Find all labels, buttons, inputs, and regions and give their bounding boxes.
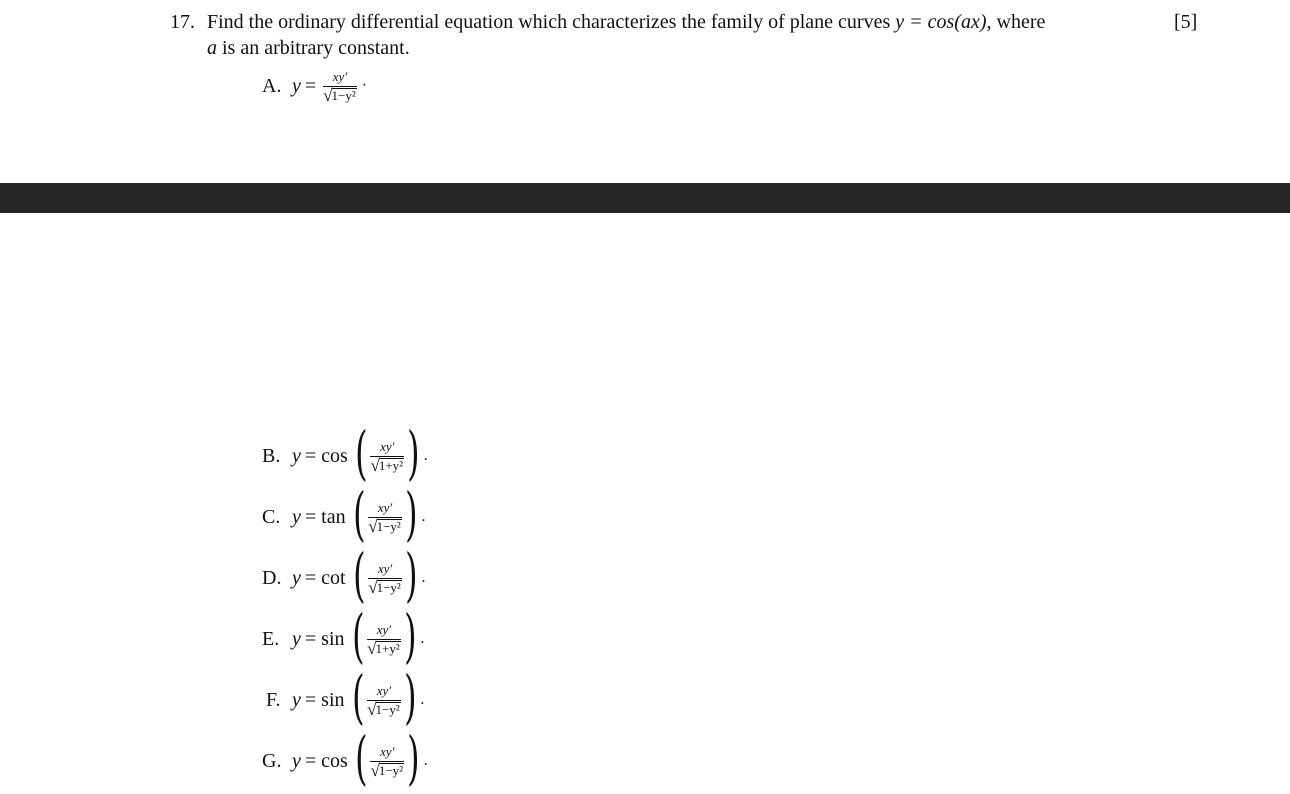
fraction-numerator: xy′ bbox=[376, 621, 392, 637]
option-label: B. bbox=[262, 444, 281, 467]
function-name: cos bbox=[321, 444, 348, 467]
left-paren: ( bbox=[352, 480, 366, 548]
question-text-line2-rest: is an arbitrary constant. bbox=[217, 37, 410, 59]
option-b[interactable] bbox=[262, 419, 428, 487]
radicand: 1+y² bbox=[375, 640, 400, 656]
function-name: sin bbox=[321, 688, 345, 711]
option-g[interactable] bbox=[262, 724, 428, 792]
fraction-denominator bbox=[367, 700, 401, 718]
left-paren: ( bbox=[351, 602, 365, 670]
fraction bbox=[323, 69, 357, 104]
right-paren: ) bbox=[407, 724, 420, 792]
fraction-numerator: xy′ bbox=[332, 68, 348, 84]
sqrt-icon: √ bbox=[323, 85, 333, 105]
end-mark: · bbox=[361, 77, 368, 94]
option-c[interactable] bbox=[262, 480, 426, 548]
option-lhs: y bbox=[292, 505, 301, 528]
equals-sign: = bbox=[304, 505, 317, 528]
right-paren: ) bbox=[404, 480, 418, 548]
left-paren: ( bbox=[351, 663, 365, 731]
option-label: E. bbox=[262, 627, 280, 650]
option-label: F. bbox=[266, 688, 281, 711]
fraction-denominator bbox=[368, 517, 402, 535]
question-text-line1 bbox=[207, 11, 1045, 34]
equals-sign: = bbox=[304, 688, 317, 711]
question-marks: [5] bbox=[1174, 11, 1198, 33]
sqrt-icon: √ bbox=[370, 760, 380, 780]
option-lhs: y bbox=[292, 444, 301, 467]
fraction-numerator: xy′ bbox=[377, 499, 393, 515]
fraction bbox=[370, 744, 404, 779]
end-mark: . bbox=[421, 569, 426, 586]
dark-separator-band bbox=[0, 183, 1290, 213]
sqrt-icon: √ bbox=[368, 516, 378, 536]
option-label: G. bbox=[262, 749, 282, 772]
question-text-before: Find the ordinary differential equation which characterizes the family of plane curves bbox=[207, 11, 896, 33]
sqrt-icon: √ bbox=[368, 577, 378, 597]
left-paren: ( bbox=[354, 724, 368, 792]
option-lhs: y bbox=[292, 74, 301, 97]
option-label: C. bbox=[262, 505, 281, 528]
fraction bbox=[367, 622, 401, 657]
option-e[interactable] bbox=[262, 602, 425, 670]
curve-formula: y = cos(ax) bbox=[895, 11, 987, 33]
radicand: 1−y² bbox=[331, 87, 356, 103]
fraction-denominator bbox=[370, 456, 404, 474]
fraction-denominator bbox=[323, 86, 357, 104]
sqrt-icon: √ bbox=[370, 455, 380, 475]
left-paren: ( bbox=[354, 419, 368, 487]
option-label: D. bbox=[262, 566, 282, 589]
right-paren: ) bbox=[403, 663, 417, 731]
question-number: 17. bbox=[170, 11, 195, 33]
sqrt-icon: √ bbox=[367, 638, 377, 658]
option-lhs: y bbox=[292, 688, 301, 711]
fraction-denominator bbox=[367, 639, 401, 657]
function-name: tan bbox=[321, 505, 346, 528]
option-a[interactable] bbox=[262, 58, 367, 114]
fraction bbox=[367, 683, 401, 718]
radicand: 1−y² bbox=[376, 518, 401, 534]
fraction bbox=[370, 439, 404, 474]
option-d[interactable] bbox=[262, 541, 426, 609]
fraction-numerator: xy′ bbox=[380, 743, 395, 759]
radicand: 1−y² bbox=[375, 701, 400, 717]
end-mark: . bbox=[420, 691, 425, 708]
equals-sign: = bbox=[304, 749, 317, 772]
constant-variable: a bbox=[207, 37, 217, 59]
function-name: cot bbox=[321, 566, 346, 589]
end-mark: . bbox=[421, 508, 426, 525]
option-label: A. bbox=[262, 74, 282, 97]
function-name: cos bbox=[321, 749, 348, 772]
end-mark: . bbox=[423, 752, 428, 769]
option-lhs: y bbox=[292, 627, 301, 650]
radicand: 1−y² bbox=[378, 762, 404, 778]
equals-sign: = bbox=[304, 627, 317, 650]
option-lhs: y bbox=[292, 566, 301, 589]
radicand: 1−y² bbox=[376, 579, 401, 595]
right-paren: ) bbox=[404, 541, 418, 609]
fraction-denominator bbox=[370, 761, 404, 779]
equals-sign: = bbox=[304, 444, 317, 467]
option-f[interactable] bbox=[262, 663, 425, 731]
option-lhs: y bbox=[292, 749, 301, 772]
fraction-numerator: xy′ bbox=[377, 560, 393, 576]
fraction bbox=[368, 500, 402, 535]
right-paren: ) bbox=[407, 419, 420, 487]
sqrt-icon: √ bbox=[367, 699, 377, 719]
equals-sign: = bbox=[304, 566, 317, 589]
fraction-denominator bbox=[368, 578, 402, 596]
fraction-numerator: xy′ bbox=[376, 682, 392, 698]
end-mark: . bbox=[420, 630, 425, 647]
fraction bbox=[368, 561, 402, 596]
equals-sign: = bbox=[304, 74, 317, 97]
question-text-line2 bbox=[207, 37, 410, 60]
end-mark: . bbox=[423, 447, 428, 464]
radicand: 1+y² bbox=[378, 457, 404, 473]
function-name: sin bbox=[321, 627, 345, 650]
fraction-numerator: xy′ bbox=[380, 438, 395, 454]
left-paren: ( bbox=[352, 541, 366, 609]
right-paren: ) bbox=[403, 602, 417, 670]
question-text-after: , where bbox=[986, 11, 1046, 33]
